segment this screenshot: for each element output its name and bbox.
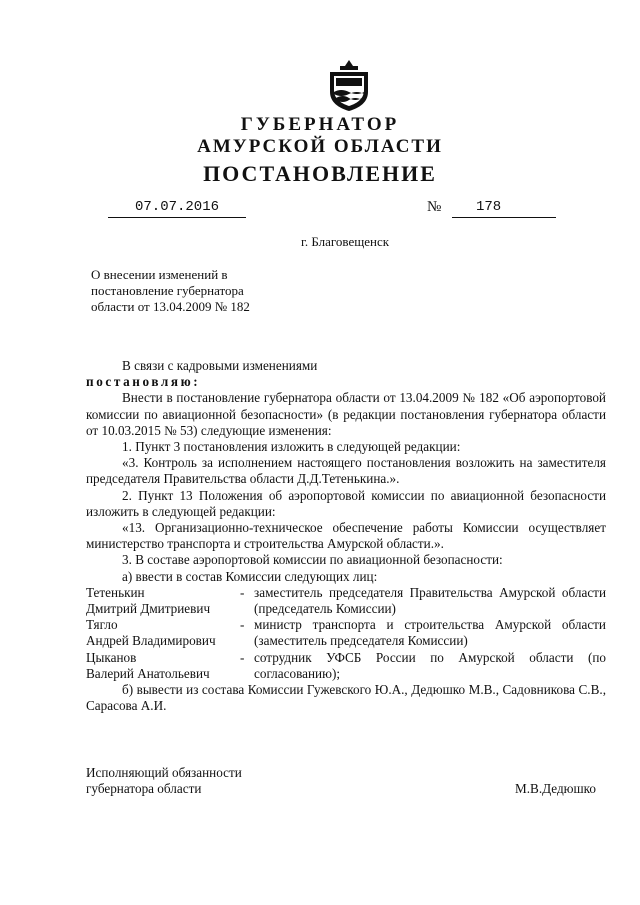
document-subject	[91, 267, 291, 315]
person-role: сотрудник УФСБ России по Амурской области (по согласованию);	[254, 649, 606, 681]
body-paragraph: 2. Пункт 13 Положения об аэропортовой комиссии по авиационной безопасности изложить в следующей редакции:	[86, 487, 606, 519]
person-surname: Цыканов	[86, 649, 137, 665]
document-date: 07.07.2016	[134, 199, 219, 215]
subject-line: О внесении изменений в	[91, 267, 228, 282]
signatory-name: М.В.Дедюшко	[515, 781, 596, 796]
body-paragraph: б) вывести из состава Комиссии Гужевского Ю.А., Дедюшко М.В., Садовникова С.В., Сарасова А.И.	[86, 682, 606, 714]
number-sign: №	[427, 199, 442, 215]
body-paragraph: «3. Контроль за исполнением настоящего постановления возложить на заместителя председателя Правительства области Д.Д.Тетенькина.».	[86, 455, 606, 487]
signatory-title	[86, 765, 242, 797]
person-entry	[86, 585, 606, 617]
signatory-title-line: губернатора области	[86, 781, 202, 796]
document-number: 178	[476, 199, 502, 215]
person-surname: Тетенькин	[86, 584, 145, 600]
subject-line: постановление губернатора	[91, 283, 244, 298]
body-paragraph: 3. В составе аэропортовой комиссии по авиационной безопасности:	[122, 552, 503, 568]
person-given-name: Дмитрий Дмитриевич	[86, 601, 211, 617]
body-paragraph: Внести в постановление губернатора области от 13.04.2009 № 182 «Об аэропортовой комиссии по авиационной безопасности» (в редакции постановления губернатора области от 10.03.2015 № 53) следующие изменения:	[86, 390, 606, 438]
body-paragraph: «13. Организационно-техническое обеспечение работы Комиссии осуществляет министерство транспорта и строительства Амурской области.».	[86, 520, 606, 552]
resolve-word: постановляю:	[86, 374, 201, 390]
signatory-title-line: Исполняющий обязанности	[86, 765, 242, 780]
coat-of-arms-icon	[326, 58, 372, 112]
person-role: министр транспорта и строительства Амурской области (заместитель председателя Комиссии)	[254, 617, 606, 649]
person-dash: -	[240, 584, 245, 600]
person-surname: Тягло	[86, 617, 118, 633]
header-governor: ГУБЕРНАТОР	[240, 114, 400, 135]
person-entry	[86, 650, 606, 682]
document-date-field	[108, 197, 246, 218]
body-intro: В связи с кадровыми изменениями	[122, 358, 318, 373]
document-body	[86, 358, 606, 714]
document-number-field	[452, 197, 556, 218]
subject-line: области от 13.04.2009 № 182	[91, 299, 250, 314]
city-name: г. Благовещенск	[300, 234, 390, 249]
person-given-name: Валерий Анатольевич	[86, 665, 210, 681]
person-role: заместитель председателя Правительства Амурской области (председатель Комиссии)	[254, 584, 606, 617]
person-dash: -	[240, 617, 245, 633]
person-given-name: Андрей Владимирович	[86, 633, 216, 649]
person-entry	[86, 617, 606, 649]
body-paragraph: а) ввести в состав Комиссии следующих лиц:	[122, 568, 378, 584]
person-dash: -	[240, 649, 245, 665]
body-paragraph: 1. Пункт 3 постановления изложить в следующей редакции:	[122, 439, 461, 455]
header-region: АМУРСКОЙ ОБЛАСТИ	[197, 136, 443, 157]
document-type-title: ПОСТАНОВЛЕНИЕ	[203, 161, 437, 186]
